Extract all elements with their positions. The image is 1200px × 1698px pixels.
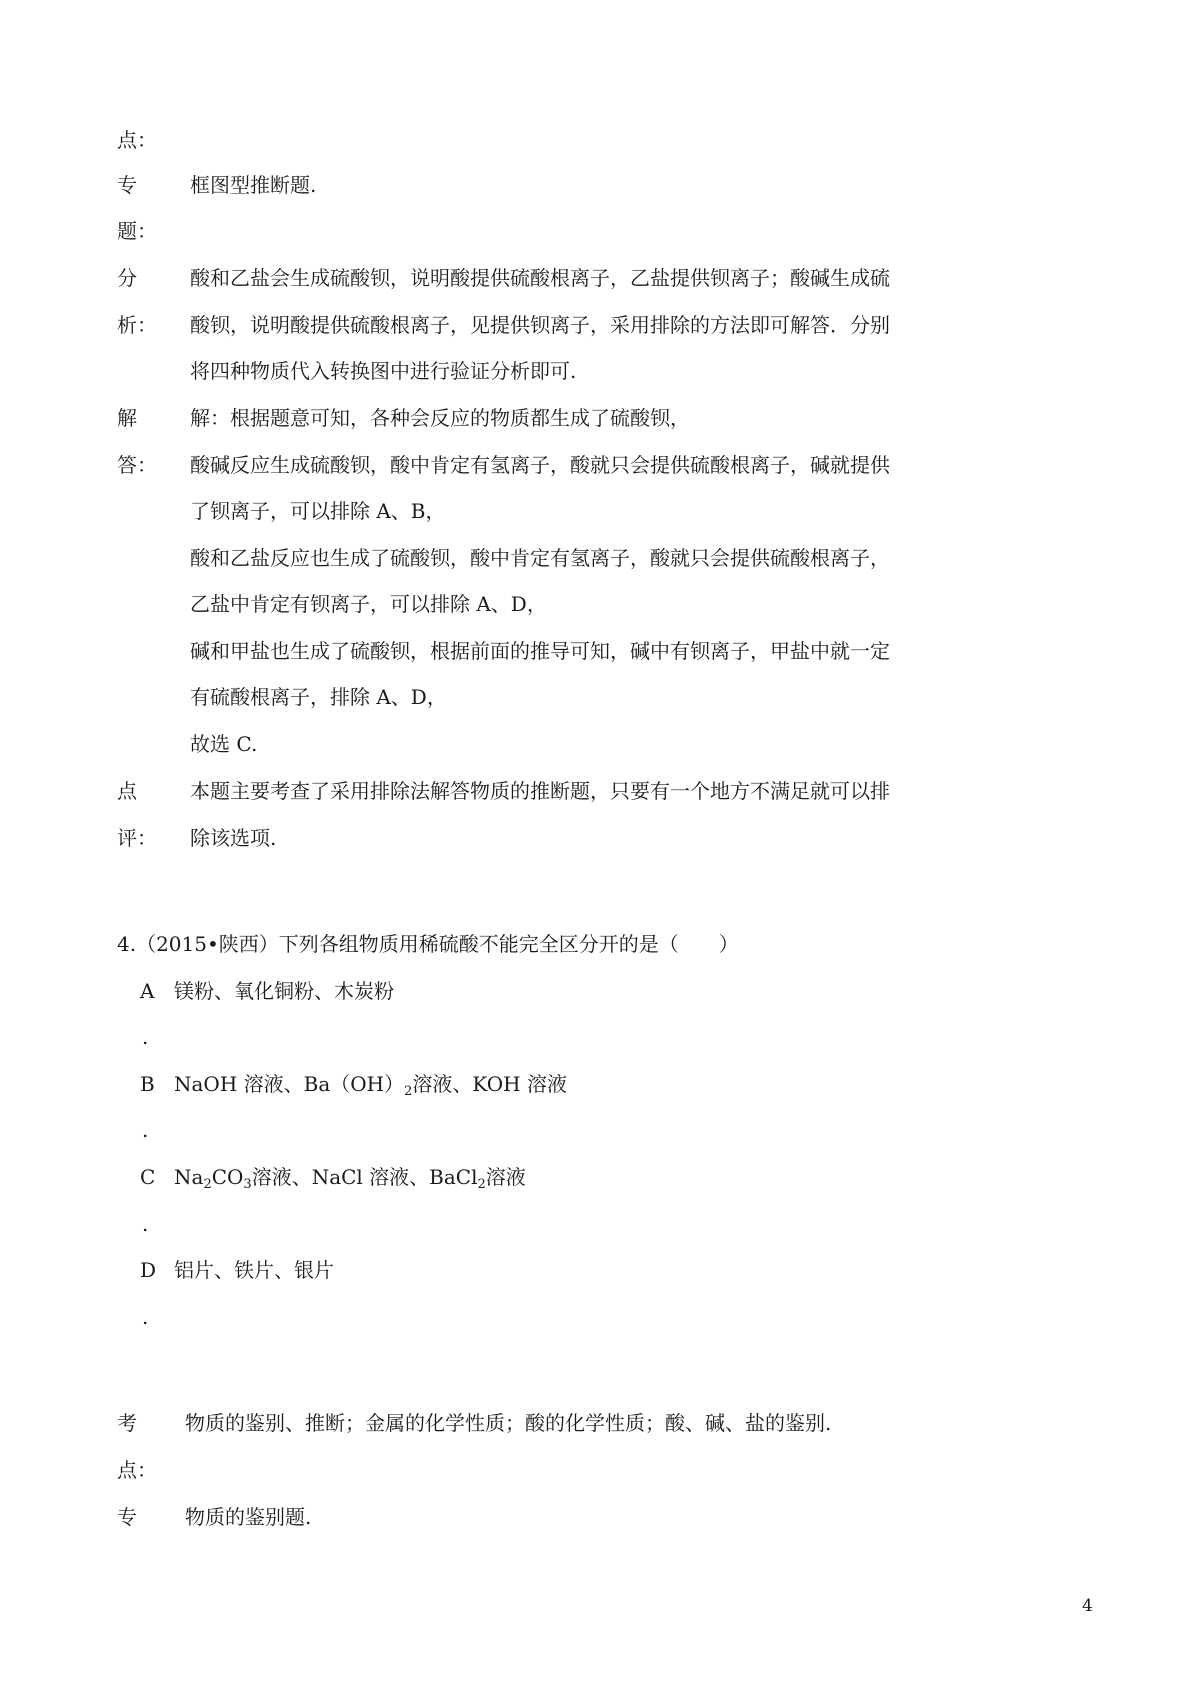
option-c-part: Na — [174, 1165, 204, 1189]
q4-kaodian-text: 物质的鉴别、推断；金属的化学性质；酸的化学性质；酸、碱、盐的鉴别. — [185, 1411, 832, 1435]
jieda-line: 乙盐中肯定有钡离子，可以排除 A、D， — [190, 592, 547, 616]
jieda-label-tail: 答： — [117, 453, 157, 477]
jieda-line: 故选 C. — [190, 732, 258, 756]
dianping-line: 本题主要考查了采用排除法解答物质的推断题，只要有一个地方不满足就可以排 — [190, 779, 890, 803]
q4-zhuanti-text: 物质的鉴别题. — [185, 1505, 312, 1529]
kaodian-label-tail: 点： — [117, 128, 157, 152]
dianping-line: 除该选项. — [190, 826, 277, 850]
option-a-dot: . — [142, 1025, 149, 1049]
fenxi-line: 酸和乙盐会生成硫酸钡，说明酸提供硫酸根离子，乙盐提供钡离子；酸碱生成硫 — [190, 266, 890, 290]
option-d-dot: . — [142, 1305, 149, 1329]
jieda-line: 解：根据题意可知，各种会反应的物质都生成了硫酸钡， — [190, 406, 690, 430]
fenxi-line: 酸钡，说明酸提供硫酸根离子，见提供钡离子，采用排除的方法即可解答．分别 — [190, 313, 890, 337]
jieda-line: 有硫酸根离子，排除 A、D， — [190, 685, 447, 709]
zhuanti-text: 框图型推断题. — [190, 173, 317, 197]
fenxi-line: 将四种物质代入转换图中进行验证分析即可. — [190, 359, 577, 383]
option-c-subscript: 2 — [477, 1177, 486, 1192]
option-c-dot: . — [142, 1212, 149, 1236]
q4-kaodian-label-tail: 点： — [117, 1458, 157, 1482]
option-a-letter: A — [140, 979, 155, 1003]
option-c-part: 溶液、NaCl 溶液、BaCl — [251, 1165, 478, 1189]
page-number: 4 — [1082, 1596, 1093, 1616]
dianping-label-tail: 评： — [117, 826, 157, 850]
jieda-line: 酸和乙盐反应也生成了硫酸钡，酸中肯定有氢离子，酸就只会提供硫酸根离子， — [190, 546, 890, 570]
question-4-stem: 4.（2015•陕西）下列各组物质用稀硫酸不能完全区分开的是（ ） — [117, 932, 739, 956]
jieda-line: 碱和甲盐也生成了硫酸钡，根据前面的推导可知，碱中有钡离子，甲盐中就一定 — [190, 639, 890, 663]
option-b-letter: B — [140, 1072, 155, 1096]
option-d-text: 铝片、铁片、银片 — [174, 1258, 334, 1282]
dianping-label: 点 — [117, 779, 137, 803]
option-c-part: CO — [211, 1165, 244, 1189]
option-b-text — [174, 1070, 567, 1098]
option-b-part: 溶液、KOH 溶液 — [412, 1072, 567, 1096]
option-b-dot: . — [142, 1118, 149, 1142]
jieda-line: 酸碱反应生成硫酸钡，酸中肯定有氢离子，酸就只会提供硫酸根离子，碱就提供 — [190, 453, 890, 477]
option-c-subscript: 2 — [203, 1177, 212, 1192]
option-b-part: NaOH 溶液、Ba（OH） — [174, 1072, 405, 1096]
zhuanti-label: 专 — [117, 173, 137, 197]
fenxi-label: 分 — [117, 266, 137, 290]
q4-zhuanti-label: 专 — [117, 1505, 137, 1529]
option-c-part: 溶液 — [485, 1165, 526, 1189]
option-b-subscript: 2 — [404, 1084, 413, 1099]
jieda-line: 了钡离子，可以排除 A、B， — [190, 499, 446, 523]
option-c-text — [174, 1163, 526, 1191]
option-c-subscript: 3 — [243, 1177, 252, 1192]
fenxi-label-tail: 析： — [117, 313, 157, 337]
jieda-label: 解 — [117, 406, 137, 430]
zhuanti-label-tail: 题： — [117, 219, 157, 243]
option-a-text: 镁粉、氧化铜粉、木炭粉 — [174, 979, 394, 1003]
option-c-letter: C — [140, 1165, 156, 1189]
option-d-letter: D — [140, 1258, 157, 1282]
q4-kaodian-label: 考 — [117, 1411, 137, 1435]
